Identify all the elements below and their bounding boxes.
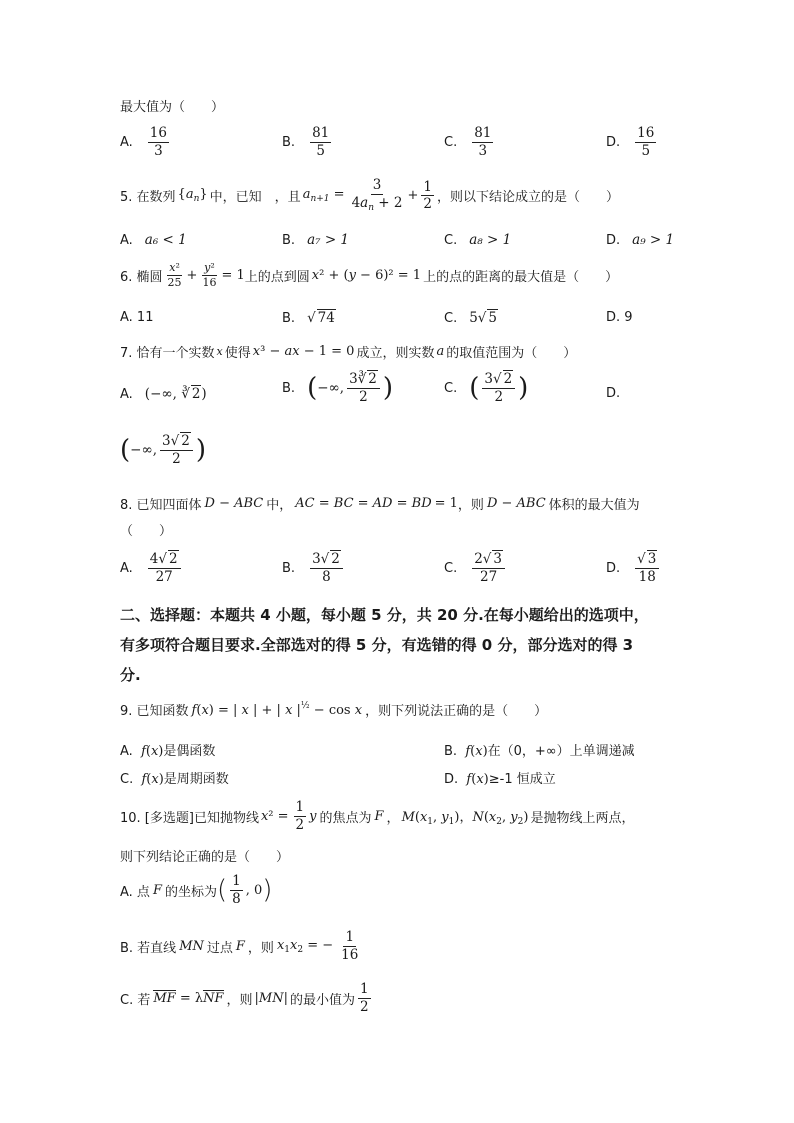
q4-option-c: C. $\frac{81}{3}$	[444, 125, 492, 159]
q9-option-b: B. f(x)在（0，+∞）上单调递减	[444, 744, 635, 759]
section-2-line-2: 有多项符合题目要求.全部选对的得 5 分，有选错的得 0 分，部分选对的得 3	[120, 636, 634, 654]
q4-option-a: A. $\frac{16}{3}$	[120, 125, 167, 159]
q10-line-2: 则下列结论正确的是（ ）	[120, 850, 290, 865]
q7-option-a: A. (−∞, ∛ 2)	[120, 386, 207, 402]
q6-option-d: D. 9	[606, 310, 633, 325]
q5-stem: 5. 在数列 $\{a_n\}$ 中，已知 ，且 $a_{n+1}$ = $\frac{3}{4a_n + 2}$ + $\frac{1}{2}$ ，则以下结论成立的是（ ）	[120, 177, 620, 213]
q9-option-a: A. f(x)是偶函数	[120, 744, 216, 759]
q8-option-d: D. $\frac{√ 3}{18}$	[606, 552, 662, 585]
q5-option-b: B. a₇ > 1	[282, 232, 350, 248]
q10-option-b: B. 若直线 MN 过点 F ，则 $x_1x_2$ = − $\frac{1}{16}$	[120, 929, 359, 963]
q6-option-c: C. 5√ 5	[444, 310, 498, 326]
q6-stem: 6. 椭圆 $\frac{\text{x²}}{25}$ + $\frac{\text{y²}}{16}$ = 1 上的点到圆 x² + (y − 6)² = 1 上的点的距离的最大值是（ ）	[120, 261, 619, 290]
q7-options	[0, 372, 794, 422]
q7-option-d-value: ( −∞, $\frac{3√ 2}{2}$ )	[120, 433, 206, 467]
q7-option-c: C. ( $\frac{3√ 2}{2}$ )	[444, 371, 529, 405]
q4-options	[0, 126, 794, 166]
q8-option-a: A. $\frac{4√ 2}{27}$	[120, 552, 184, 585]
q4-option-d: D. $\frac{16}{5}$	[606, 125, 655, 159]
q8-stem: 8. 已知四面体 D − ABC 中， AC = BC = AD = BD = 1 ，则 D − ABC 体积的最大值为	[120, 496, 640, 513]
q10-option-c: C. 若 MF = λNF ，则 |MN| 的最小值为 $\frac{1}{2}$	[120, 981, 369, 1015]
q8-option-c: C. $\frac{2√ 3}{27}$	[444, 552, 508, 585]
section-2-line-1: 二、选择题：本题共 4 小题，每小题 5 分，共 20 分.在每小题给出的选项中，	[120, 606, 649, 624]
q8-option-b: B. $\frac{3√ 2}{8}$	[282, 552, 346, 585]
q7-option-d: D.	[606, 386, 621, 401]
q9-stem: 9. 已知函数 f(x) = | x | + | x $|^{\frac{1}{2}} - \cos x$ ，则下列说法正确的是（ ）	[120, 701, 548, 719]
q8-paren: （ ）	[120, 524, 173, 539]
q6-option-a: A. 11	[120, 310, 154, 325]
q9-option-d: D. f(x)≥-1 恒成立	[444, 772, 556, 787]
q8-options	[0, 552, 794, 592]
q6-option-b: B. √ 74	[282, 310, 335, 326]
q4-option-b: B. $\frac{81}{5}$	[282, 125, 330, 159]
q7-option-b: B. ( −∞, $\frac{3∛ 2}{2}$ )	[282, 371, 394, 405]
q5-option-d: D. a₉ > 1	[606, 232, 675, 248]
q5-option-a: A. a₆ < 1	[120, 232, 187, 248]
q7-stem: 7. 恰有一个实数 x 使得 x³ − ax − 1 = 0 成立，则实数 a 的取值范围为（ ）	[120, 344, 577, 361]
q5-option-c: C. a₈ > 1	[444, 232, 512, 248]
top-line: 最大值为（ ）	[120, 100, 225, 115]
q10-option-a: A. 点 F 的坐标为 ( $\frac{1}{8}$ , 0 )	[120, 873, 273, 907]
q9-option-c: C. f(x)是周期函数	[120, 772, 229, 787]
q10-stem: 10. [多选题]已知抛物线 x² = $\frac{1}{2}$ y 的焦点为 F ， $M(x_1$, $y_1$)，$N(x_2$, $y_2$) 是抛物线上两点，	[120, 799, 635, 833]
section-2-line-3: 分.	[120, 666, 141, 684]
